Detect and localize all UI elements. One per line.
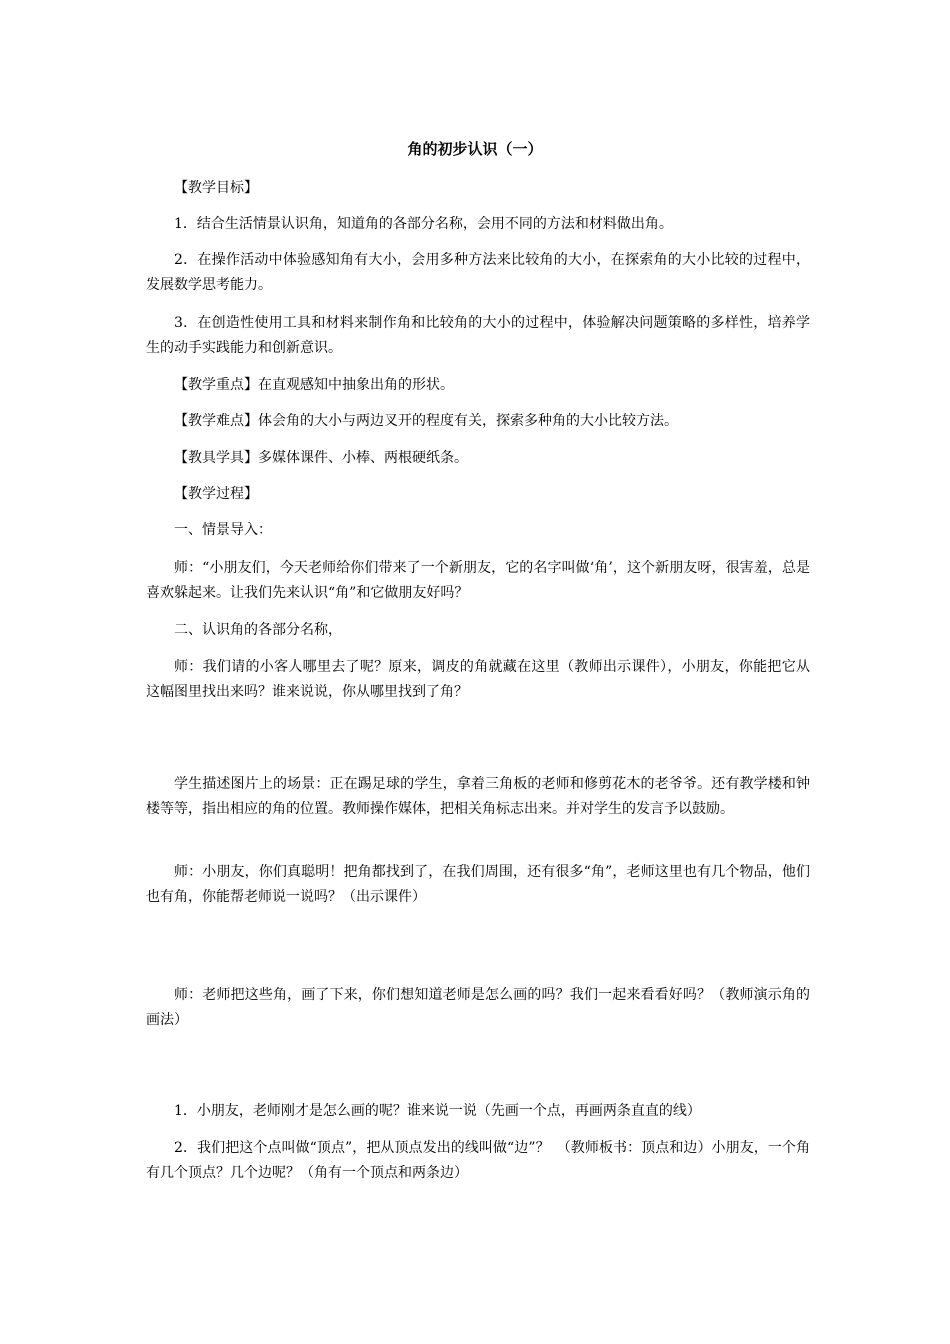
difficult-point: 【教学难点】体会角的大小与两边叉开的程度有关，探索多种角的大小比较方法。	[174, 413, 678, 429]
teacher-praise: 师：小朋友，你们真聪明！把角都找到了，在我们周围，还有很多“角”，老师这里也有几个物品，他们也有角，你能帮老师说一说吗？（出示课件）	[146, 864, 810, 905]
heading-process: 【教学过程】	[174, 486, 258, 502]
teacher-intro: 师：“小朋友们，今天老师给你们带来了一个新朋友，它的名字叫做‘角’，这个新朋友呀，很害羞，总是喜欢躲起来。让我们先来认识“角”和它做朋友好吗？	[146, 560, 810, 601]
objective-1: 1．结合生活情景认识角，知道角的各部分名称，会用不同的方法和材料做出角。	[174, 216, 673, 232]
question-1: 1．小朋友，老师刚才是怎么画的呢？谁来说一说（先画一个点，再画两条直直的线）	[174, 1103, 701, 1119]
objective-2: 2．在操作活动中体验感知角有大小，会用多种方法来比较角的大小，在探索角的大小比较的过程中，发展数学思考能力。	[146, 252, 810, 293]
teacher-question-find-angle: 师：我们请的小客人哪里去了呢？原来，调皮的角就藏在这里（教师出示课件），小朋友，你能把它从这幅图里找出来吗？谁来说说，你从哪里找到了角？	[146, 659, 810, 700]
section-1-heading: 一、情景导入：	[174, 522, 272, 538]
question-2: 2．我们把这个点叫做“顶点”，把从顶点发出的线叫做“边”？ （教师板书：顶点和边）小朋友，一个角有几个顶点？几个边呢？（角有一个顶点和两条边）	[146, 1140, 810, 1181]
student-description: 学生描述图片上的场景：正在踢足球的学生，拿着三角板的老师和修剪花木的老爷爷。还有教学楼和钟楼等等，指出相应的角的位置。教师操作媒体，把相关角标志出来。并对学生的发言予以鼓励。	[146, 776, 810, 817]
teaching-aids: 【教具学具】多媒体课件、小棒、两根硬纸条。	[174, 450, 468, 466]
teacher-drawing-demo: 师：老师把这些角，画了下来，你们想知道老师是怎么画的吗？我们一起来看看好吗？（教师演示角的画法）	[146, 987, 810, 1028]
key-point: 【教学重点】在直观感知中抽象出角的形状。	[174, 377, 454, 393]
heading-objectives: 【教学目标】	[174, 180, 258, 196]
section-2-heading: 二、认识角的各部分名称，	[174, 622, 342, 638]
page-title: 角的初步认识（一）	[407, 140, 543, 158]
objective-3: 3．在创造性使用工具和材料来制作角和比较角的大小的过程中，体验解决问题策略的多样性，培养学生的动手实践能力和创新意识。	[146, 315, 810, 356]
